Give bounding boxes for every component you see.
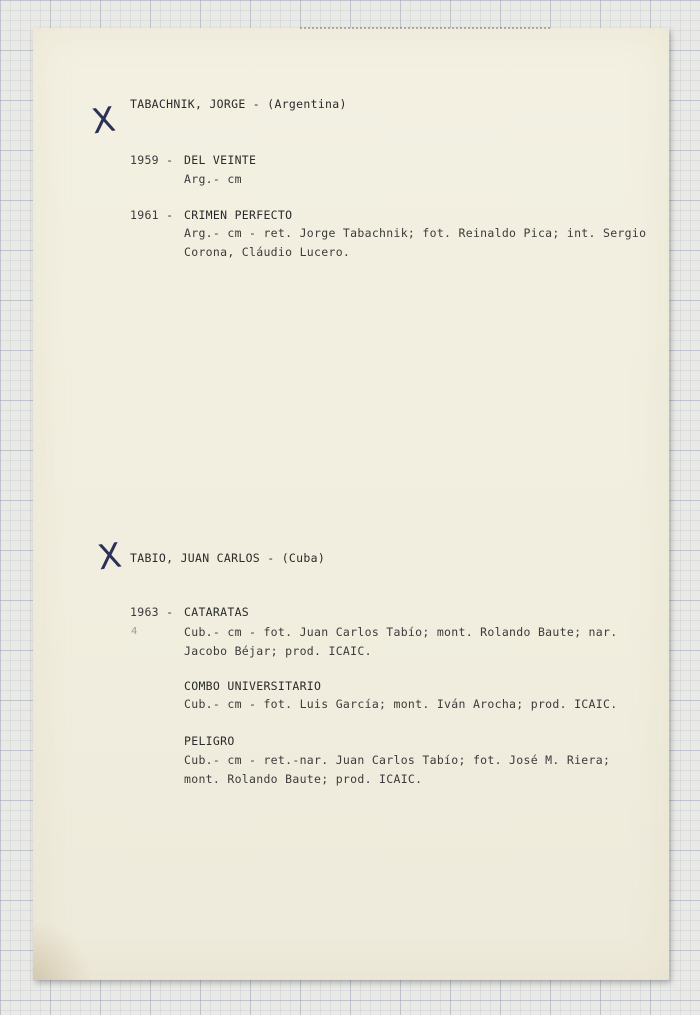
film-title: DEL VEINTE [184,153,257,167]
film-credits: Corona, Cláudio Lucero. [184,245,351,259]
film-year: 1961 - [130,208,174,222]
film-title: COMBO UNIVERSITARIO [184,679,322,693]
director-name: TABACHNIK, JORGE - (Argentina) [130,97,347,111]
director-name: TABIO, JUAN CARLOS - (Cuba) [130,551,326,565]
film-credits: Cub.- cm - fot. Juan Carlos Tabío; mont. Rolando Baute; nar. [184,625,618,639]
film-title: CRIMEN PERFECTO [184,208,293,222]
handwritten-x-mark: X [89,99,118,143]
handwritten-x-mark: X [95,535,124,579]
top-edge-marks [300,27,550,35]
film-title: CATARATAS [184,605,250,619]
pencil-note: 4 [131,626,138,637]
film-credits: Cub.- cm - fot. Luis García; mont. Iván Arocha; prod. ICAIC. [184,697,618,711]
film-credits: Arg.- cm - ret. Jorge Tabachnik; fot. Reinaldo Pica; int. Sergio [184,226,647,240]
film-credits: Cub.- cm - ret.-nar. Juan Carlos Tabío; fot. José M. Riera; [184,753,611,767]
film-year: 1963 - [130,605,174,619]
typed-page [33,28,669,980]
film-credits: mont. Rolando Baute; prod. ICAIC. [184,772,423,786]
film-credits: Arg.- cm [184,172,242,186]
film-credits: Jacobo Béjar; prod. ICAIC. [184,644,372,658]
film-year: 1959 - [130,153,174,167]
film-title: PELIGRO [184,734,235,748]
